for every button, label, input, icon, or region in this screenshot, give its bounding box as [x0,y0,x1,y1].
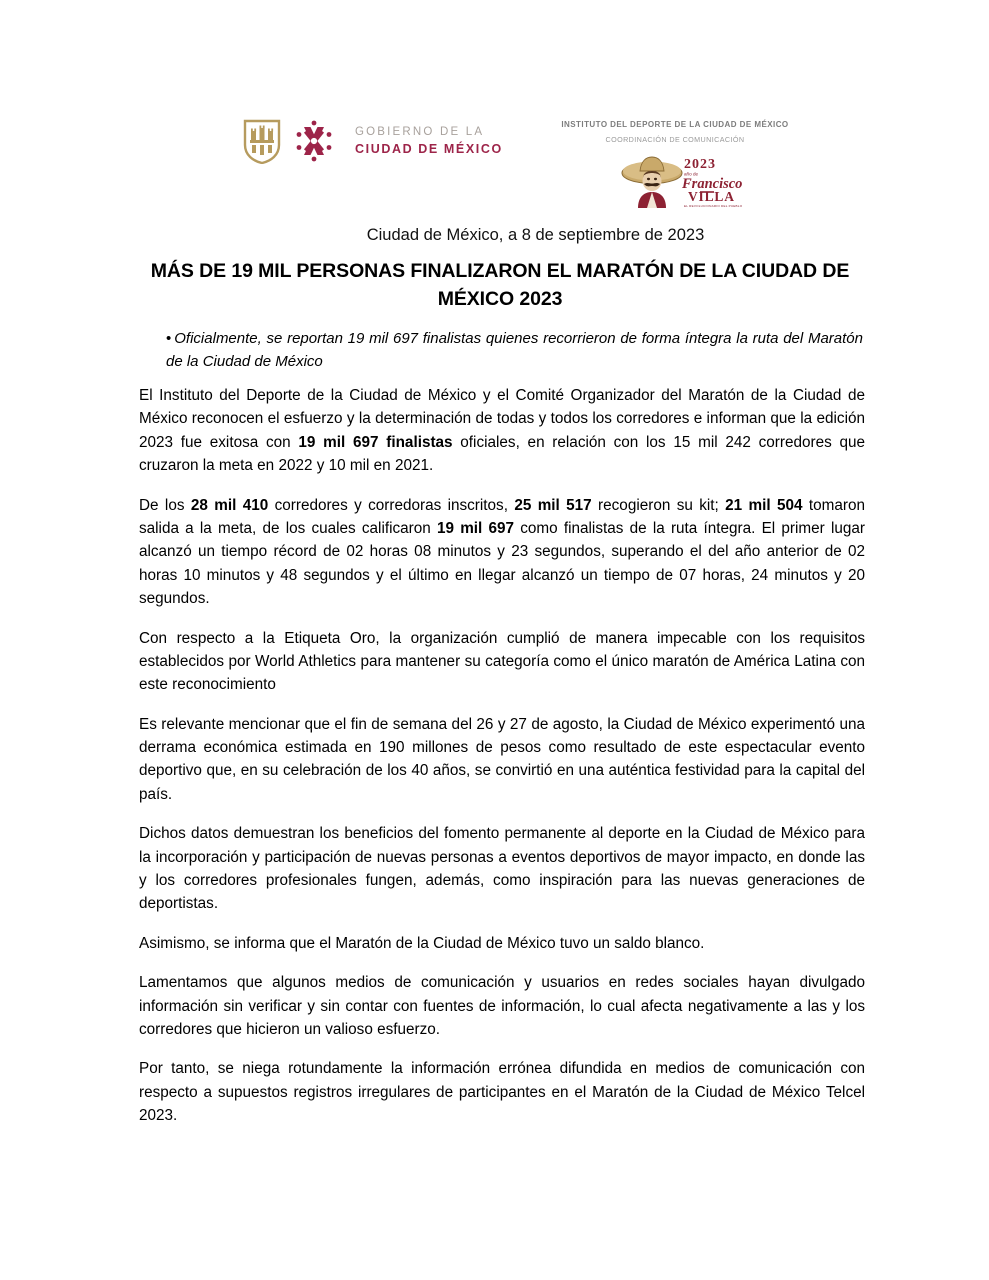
cdmx-coat-of-arms-shield-icon [243,119,281,164]
gobierno-wordmark [355,124,503,159]
p1-instituto-run-0: El Instituto del Deporte de la Ciudad de México y el Comité Organizador del Maratón de la Ciudad de México reconocen el esfuerzo y la determinación de todas y todos los corredores e informan que la edición 2023 fue exitosa con [139,387,865,451]
p2-cifras-run-3: 25 mil 517 [514,496,592,514]
subtitle-text: Oficialmente, se reportan 19 mil 697 finalistas quienes recorrieron de forma íntegra la ruta del Maratón de la Ciudad de México [166,330,863,370]
p1-instituto-run-1: 19 mil 697 finalistas [298,433,453,451]
svg-text:VILLA: VILLA [688,189,735,204]
p5-fomento-run-0: Dichos datos demuestran los beneficios del fomento permanente al deporte en la Ciudad de México para la incorporación y participación de nuevas personas a eventos deportivos de mayor impacto, en donde las y los corredores profesionales fungen, además, como inspiración para las nuevas generaciones de deportistas. [139,825,865,913]
instituto-line2: COORDINACIÓN DE COMUNICACIÓN [605,135,745,144]
p2-cifras-run-2: corredores y corredoras inscritos, [268,496,515,514]
instituto-deporte-header [545,120,805,144]
p1-instituto-run-2: oficiales, en relación con los 15 mil 242 corredores que cruzaron la meta en 2022 y 10 mil en 2021. [139,433,865,475]
p8-por-tanto-run-0: Por tanto, se niega rotundamente la información errónea difundida en medios de comunicación con respecto a supuestos registros irregulares de participantes en el Maratón de la Ciudad de México Telcel 2023. [139,1060,865,1125]
p6-saldo-blanco-run-0: Asimismo, se informa que el Maratón de la Ciudad de México tuvo un saldo blanco. [139,934,705,952]
bullet-symbol: • [166,330,172,347]
p2-cifras-run-5: 21 mil 504 [725,496,803,514]
gobierno-line1: GOBIERNO DE LA [355,125,485,138]
p7-lamentamos [139,971,865,1041]
page-title: MÁS DE 19 MIL PERSONAS FINALIZARON EL MARATÓN DE LA CIUDAD DE MÉXICO 2023 [150,260,850,310]
p2-cifras-run-4: recogieron su kit; [591,496,726,514]
p3-etiqueta-oro-run-0: Con respecto a la Etiqueta Oro, la organización cumplió de manera impecable con los requisitos establecidos por World Athletics para mantener su categoría como el único maratón de América Latina con este reconocimiento [139,629,865,694]
p2-cifras-run-7: 19 mil 697 [436,519,515,537]
p8-por-tanto [139,1057,865,1127]
p7-lamentamos-run-0: Lamentamos que algunos medios de comunicación y usuarios en redes sociales hayan divulgado información sin verificar y sin contar con fuentes de información, lo cual afecta negativamente a las y los corredores que hicieron un valioso esfuerzo. [139,974,865,1038]
svg-text:año de: año de [684,171,699,177]
instituto-line1: INSTITUTO DEL DEPORTE DE LA CIUDAD DE MÉXICO [561,120,789,129]
svg-text:EL REVOLUCIONARIO DEL PUEBLO: EL REVOLUCIONARIO DEL PUEBLO [684,204,743,208]
document-header [0,112,989,222]
p4-derrama [139,713,865,807]
svg-text:Francisco: Francisco [682,176,743,192]
p2-cifras-run-6: tomaron salida a la meta, de los cuales calificaron [139,496,866,537]
cdmx-knot-logo-icon [291,118,337,164]
p2-cifras-run-0: De los [139,496,191,514]
p4-derrama-run-0: Es relevante mencionar que el fin de semana del 26 y 27 de agosto, la Ciudad de México experimentó una derrama económica estimada en 190 millones de pesos como resultado de este espectacular evento deportivo que, en su celebración de los 40 años, se convirtió en una auténtica festividad para la capital del país. [139,715,865,803]
p5-fomento [139,822,865,916]
body-text [139,384,865,1144]
p2-cifras-run-8: como finalistas de la ruta íntegra. El primer lugar alcanzó un tiempo récord de 02 horas 08 minutos y 23 segundos, superando el del año anterior de 02 horas 10 minutos y 48 segundos y el último en llegar alcanzó un tiempo de 07 horas, 24 minutos y 20 segundos. [139,519,865,608]
gobierno-line2: CIUDAD DE MÉXICO [355,142,503,157]
p6-saldo-blanco [139,932,865,955]
p2-cifras [139,494,865,611]
svg-text:2023: 2023 [684,157,716,172]
francisco-villa-2023-seal-icon [612,152,744,208]
subtitle-bullet [166,328,863,373]
gobierno-cdmx-logo [243,118,503,164]
date-line: Ciudad de México, a 8 de septiembre de 2023 [366,226,705,244]
p2-cifras-run-1: 28 mil 410 [190,496,269,514]
p3-etiqueta-oro [139,627,865,697]
p1-instituto [139,384,865,478]
